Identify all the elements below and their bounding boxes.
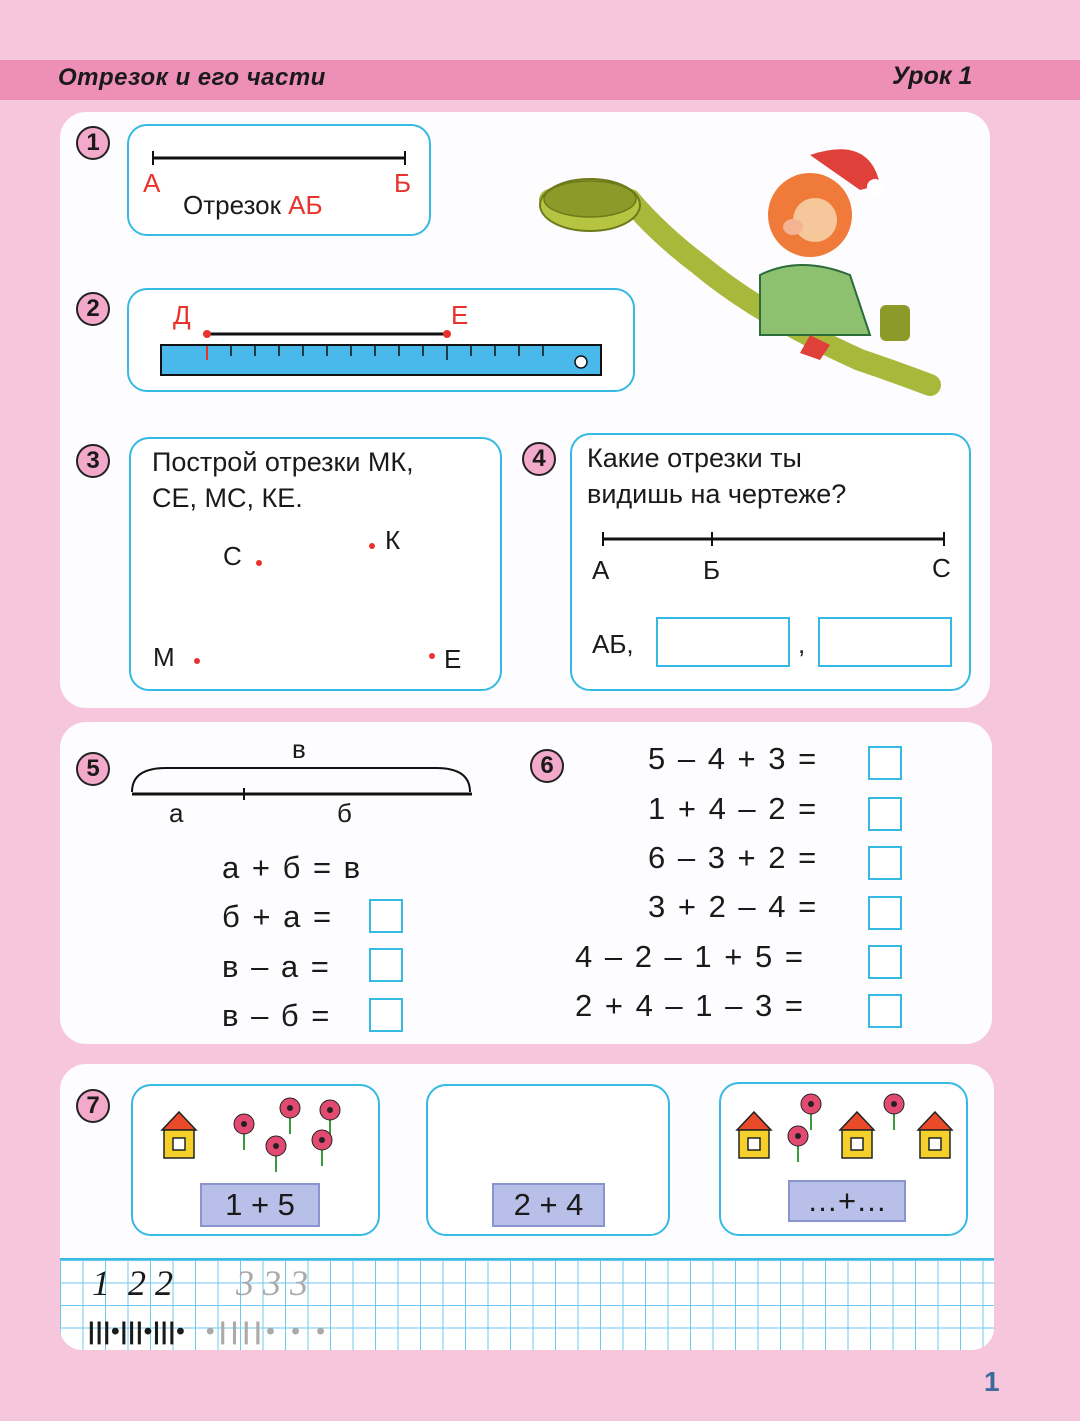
label-b: Б [394,168,412,198]
answer-box[interactable] [868,994,902,1028]
label-d: Д [173,300,191,330]
segment-ab [129,126,433,238]
task-number-3: 3 [76,444,110,478]
writing-grid [60,1258,994,1350]
equation-6-5: 4 – 2 – 1 + 5 = [575,939,805,974]
answer-box[interactable] [868,945,902,979]
page-number: 1 [984,1366,1000,1397]
point-m [194,658,200,664]
equation-6-1: 5 – 4 + 3 = [648,741,819,776]
task1-frame [127,124,431,236]
house-icon [160,1110,198,1160]
task-number-5: 5 [76,752,110,786]
equation-3: в – а = [222,949,331,984]
label-c: С [932,553,951,583]
brace-label-top: в [292,734,306,764]
point-c [256,560,262,566]
task3-line2: СЕ, МС, КЕ. [152,483,303,513]
flower-icon [308,1128,336,1168]
task4-frame [570,433,971,691]
segment-label-b: б [337,798,352,828]
digit-sample-gray: 3 3 3 [236,1263,308,1303]
answer-box[interactable] [369,948,403,982]
stick-sample-black: |||•|||•|||• [88,1318,186,1345]
label-a: А [143,168,161,198]
flower-icon [784,1124,812,1164]
task4-line1: Какие отрезки ты [587,443,802,473]
caption-text: Отрезок [183,190,289,220]
point-m-label: М [153,642,175,672]
answer-box-1[interactable] [656,617,790,667]
stick-sample-gray: •||||• • • [206,1318,330,1345]
answer-box-2[interactable] [818,617,952,667]
page-title: Отрезок и его части [58,64,326,91]
answer-box[interactable] [868,746,902,780]
answer-prefix: АБ, [592,629,634,659]
flower-icon [230,1112,258,1152]
point-k [369,543,375,549]
answer-comma: , [798,629,806,659]
flower-icon [276,1096,304,1136]
point-e [429,653,435,659]
point-k-label: К [385,525,401,555]
label-b: Б [703,555,721,585]
expression-card-2: 2 + 4 [492,1183,605,1227]
equation-4: в – б = [222,998,332,1033]
task-number-7: 7 [76,1089,110,1123]
caption-red: АБ [288,190,323,220]
answer-box[interactable] [868,846,902,880]
answer-box[interactable] [868,896,902,930]
point-e-label: Е [444,644,462,674]
lesson-label: Урок 1 [892,62,973,90]
flower-icon [262,1134,290,1174]
task-number-1: 1 [76,126,110,160]
digit-sample-black: 1 2 2 [92,1263,173,1303]
segment-caption [183,190,323,221]
equation-6-4: 3 + 2 – 4 = [648,889,819,924]
gnome-illustration [530,145,950,415]
house-icon [735,1110,773,1160]
answer-box[interactable] [369,998,403,1032]
task-number-2: 2 [76,292,110,326]
task-number-6: 6 [530,749,564,783]
label-a: А [592,555,610,585]
house-icon [916,1110,954,1160]
house-icon [838,1110,876,1160]
equation-6-2: 1 + 4 – 2 = [648,791,819,826]
label-e: Е [451,300,469,330]
point-c-label: С [223,541,242,571]
equation-6-6: 2 + 4 – 1 – 3 = [575,988,805,1023]
equation-6-3: 6 – 3 + 2 = [648,840,819,875]
task3-line1: Построй отрезки МК, [152,447,414,477]
equation-2: б + а = [222,899,334,934]
task-number-4: 4 [522,442,556,476]
flower-icon [880,1092,908,1132]
answer-box[interactable] [369,899,403,933]
task3-frame [129,437,502,691]
expression-card-3: …+… [788,1180,906,1222]
expression-card-1: 1 + 5 [200,1183,320,1227]
equation-1: а + б = в [222,850,363,885]
task4-line2: видишь на чертеже? [587,479,847,509]
segment-label-a: а [169,798,184,828]
answer-box[interactable] [868,797,902,831]
